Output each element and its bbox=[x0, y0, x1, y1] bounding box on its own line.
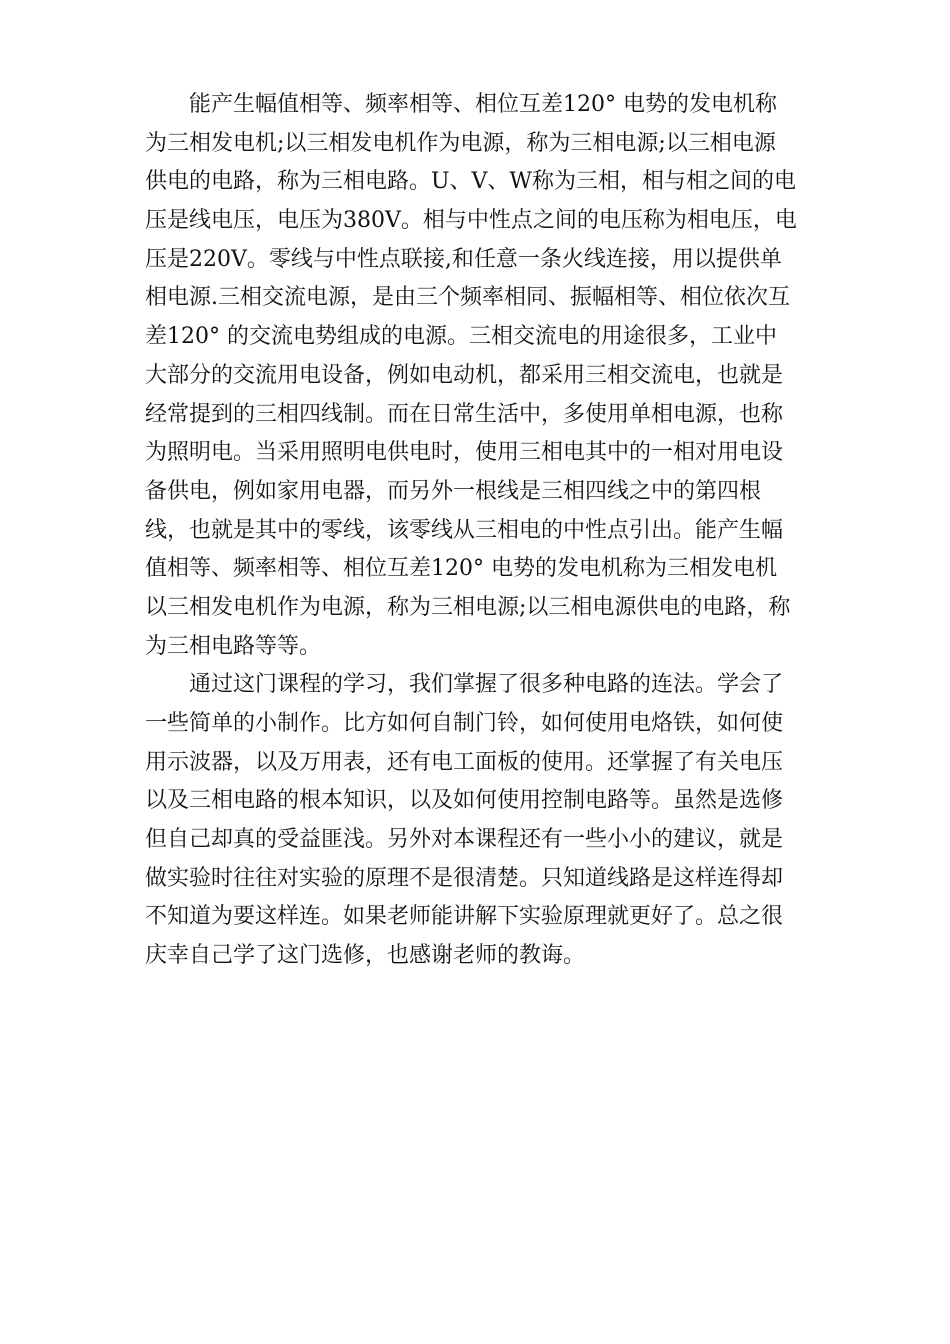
document-body bbox=[145, 86, 810, 976]
paragraph-line: 为照明电。当采用照明电供电时，使用三相电其中的一相对用电设 bbox=[145, 440, 784, 466]
paragraph-line: 庆幸自己学了这门选修，也感谢老师的教诲。 bbox=[145, 943, 586, 969]
paragraph-line: 一些简单的小制作。比方如何自制门铃，如何使用电烙铁，如何使 bbox=[145, 711, 784, 736]
paragraph-line: 能产生幅值相等、频率相等、相位互差120° 电势的发电机称 bbox=[189, 92, 777, 117]
paragraph-line: 备供电，例如家用电器，而另外一根线是三相四线之中的第四根 bbox=[145, 478, 762, 504]
paragraph-line: 以及三相电路的根本知识，以及如何使用控制电路等。虽然是选修 bbox=[145, 788, 784, 814]
paragraph-line: 值相等、频率相等、相位互差120° 电势的发电机称为三相发电机 bbox=[145, 556, 777, 582]
paragraph-line: 供电的电路，称为三相电路。U、V、W称为三相，相与相之间的电 bbox=[145, 169, 797, 195]
paragraph-line: 线，也就是其中的零线，该零线从三相电的中性点引出。能产生幅 bbox=[145, 517, 784, 543]
paragraph-line: 做实验时往往对实验的原理不是很清楚。只知道线路是这样连得却 bbox=[145, 865, 784, 891]
paragraph-line: 为三相电路等等。 bbox=[145, 633, 322, 659]
paragraph-line: 但自己却真的受益匪浅。另外对本课程还有一些小小的建议，就是 bbox=[145, 827, 784, 853]
paragraph-line: 大部分的交流用电设备，例如电动机，都采用三相交流电，也就是 bbox=[145, 362, 784, 388]
paragraph-three-phase-power bbox=[145, 86, 810, 666]
paragraph-course-reflection bbox=[145, 666, 810, 976]
paragraph-line: 压是220V。零线与中性点联接,和任意一条火线连接，用以提供单 bbox=[145, 246, 782, 272]
paragraph-line: 以三相发电机作为电源，称为三相电源;以三相电源供电的电路，称 bbox=[145, 594, 791, 620]
paragraph-line: 通过这门课程的学习，我们掌握了很多种电路的连法。学会了 bbox=[189, 672, 784, 698]
paragraph-line: 用示波器，以及万用表，还有电工面板的使用。还掌握了有关电压 bbox=[145, 749, 784, 775]
paragraph-line: 经常提到的三相四线制。而在日常生活中，多使用单相电源，也称 bbox=[145, 401, 784, 427]
paragraph-line: 相电源.三相交流电源，是由三个频率相同、振幅相等、相位依次互 bbox=[145, 285, 790, 311]
paragraph-line: 压是线电压，电压为380V。相与中性点之间的电压称为相电压，电 bbox=[145, 208, 797, 234]
paragraph-line: 为三相发电机;以三相发电机作为电源，称为三相电源;以三相电源 bbox=[145, 130, 776, 156]
paragraph-line: 不知道为要这样连。如果老师能讲解下实验原理就更好了。总之很 bbox=[145, 904, 784, 930]
paragraph-line: 差120° 的交流电势组成的电源。三相交流电的用途很多，工业中 bbox=[145, 324, 777, 350]
